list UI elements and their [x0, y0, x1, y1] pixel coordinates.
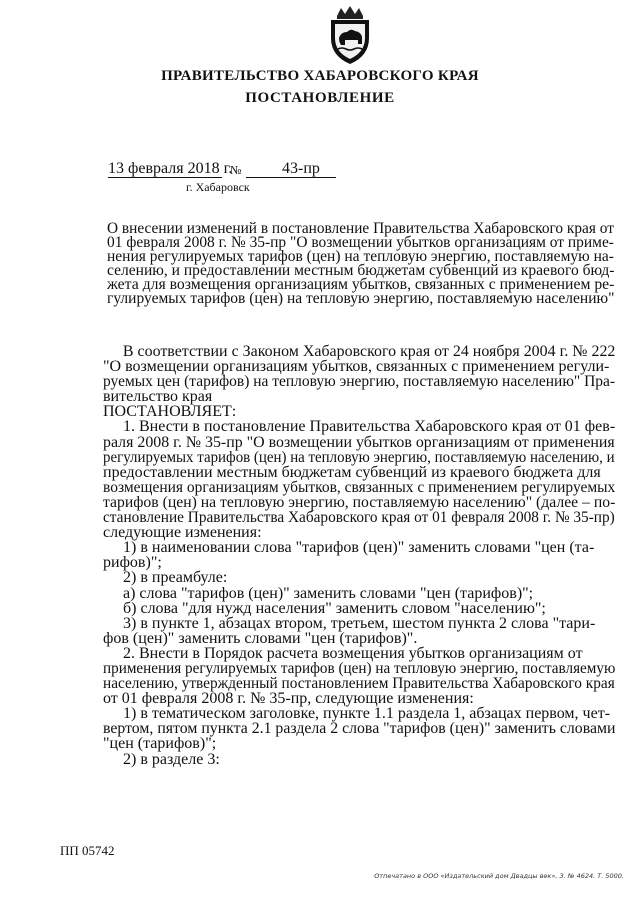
body-line: ПОСТАНОВЛЯЕТ: [103, 403, 237, 421]
printer-imprint: Отпечатано в ООО «Издательский дом Двадцы век», З. № 4624. Т. 5000. [374, 872, 624, 880]
subject-line: жета для возмещения организациям убытков, связанных с применением ре- [107, 276, 615, 293]
khabarovsk-coat-of-arms-icon [325, 4, 375, 66]
body-line: применения регулируемых тарифов (цен) на тепловую энергию, поставляемую [103, 659, 616, 677]
document-number: 43-пр [282, 160, 320, 177]
body-line: 1) в наименовании слова "тарифов (цен)" заменить словами "цен (та- [103, 539, 595, 557]
body-line: руемых цен (тарифов) на тепловую энергию, поставляемую населению" Пра- [103, 373, 616, 391]
body-line: 2) в разделе 3: [103, 750, 220, 768]
number-label: № [230, 163, 242, 177]
body-line: 2. Внести в Порядок расчета возмещения убытков организациям от [103, 644, 583, 662]
body-line: фов (цен)" заменить словами "цен (тарифов)". [103, 629, 418, 647]
document-date: 13 февраля 2018 г. [108, 160, 233, 177]
body-line: от 01 февраля 2008 г. № 35-пр, следующие изменения: [103, 690, 474, 708]
subject-line: гулируемых тарифов (цен) на тепловую энергию, поставляемую населению" [107, 290, 615, 307]
body-line: раля 2008 г. № 35-пр "О возмещении убытков организациям от применения [103, 433, 615, 451]
body-line: В соответствии с Законом Хабаровского края от 24 ноября 2004 г. № 222 [103, 343, 616, 360]
body-line: б) слова "для нужд населения" заменить словом "населению"; [103, 599, 546, 617]
body-line: следующие изменения: [103, 524, 262, 542]
body-line: "цен (тарифов)"; [103, 735, 217, 753]
org-title: ПРАВИТЕЛЬСТВО ХАБАРОВСКОГО КРАЯ [161, 68, 479, 84]
document-subject [107, 222, 614, 306]
document-type: ПОСТАНОВЛЕНИЕ [245, 90, 395, 106]
body-line: населению, утвержденный постановлением Правительства Хабаровского края [103, 675, 615, 693]
body-line: возмещения организациям убытков, связанных с применением регулируемых [103, 478, 616, 496]
body-line: 2) в преамбуле: [103, 569, 228, 587]
body-line: становление Правительства Хабаровского края от 01 февраля 2008 г. № 35-пр) [103, 509, 615, 527]
body-line: предоставлении местным бюджетам субвенций из краевого бюджета для [103, 463, 601, 481]
body-line: а) слова "тарифов (цен)" заменить словами "цен (тарифов)"; [103, 584, 534, 602]
body-line: "О возмещении организациям убытков, связанных с применением регули- [103, 358, 610, 376]
body-line: 1) в тематическом заголовке, пункте 1.1 раздела 1, абзацах первом, чет- [103, 705, 611, 723]
subject-line: 01 февраля 2008 г. № 35-пр "О возмещении убытков организациям от приме- [107, 234, 614, 251]
body-line: вительство края [103, 388, 213, 406]
body-line: вертом, пятом пункта 2.1 раздела 2 слова "тарифов (цен)" заменить словами [103, 720, 616, 738]
body-line: рифов)"; [103, 554, 162, 572]
number-underline [246, 177, 336, 178]
document-code: ПП 05742 [60, 843, 115, 858]
document-body [103, 344, 615, 767]
date-underline [108, 177, 222, 178]
subject-line: нения регулируемых тарифов (цен) на тепловую энергию, поставляемую на- [107, 248, 614, 265]
subject-line: О внесении изменений в постановление Правительства Хабаровского края от [107, 220, 614, 237]
body-line: регулируемых тарифов (цен) на тепловую энергию, поставляемую населению, и [103, 448, 615, 466]
document-city: г. Хабаровск [186, 180, 250, 194]
body-line: 1. Внести в постановление Правительства Хабаровского края от 01 фев- [103, 418, 616, 436]
body-line: 3) в пункте 1, абзацах втором, третьем, шестом пункта 2 слова "тари- [103, 614, 596, 632]
body-line: тарифов (цен) на тепловую энергию, поставляемую населению" (далее – по- [103, 493, 616, 511]
subject-line: селению, и предоставлении местным бюджетам субвенций из краевого бюд- [107, 262, 615, 279]
